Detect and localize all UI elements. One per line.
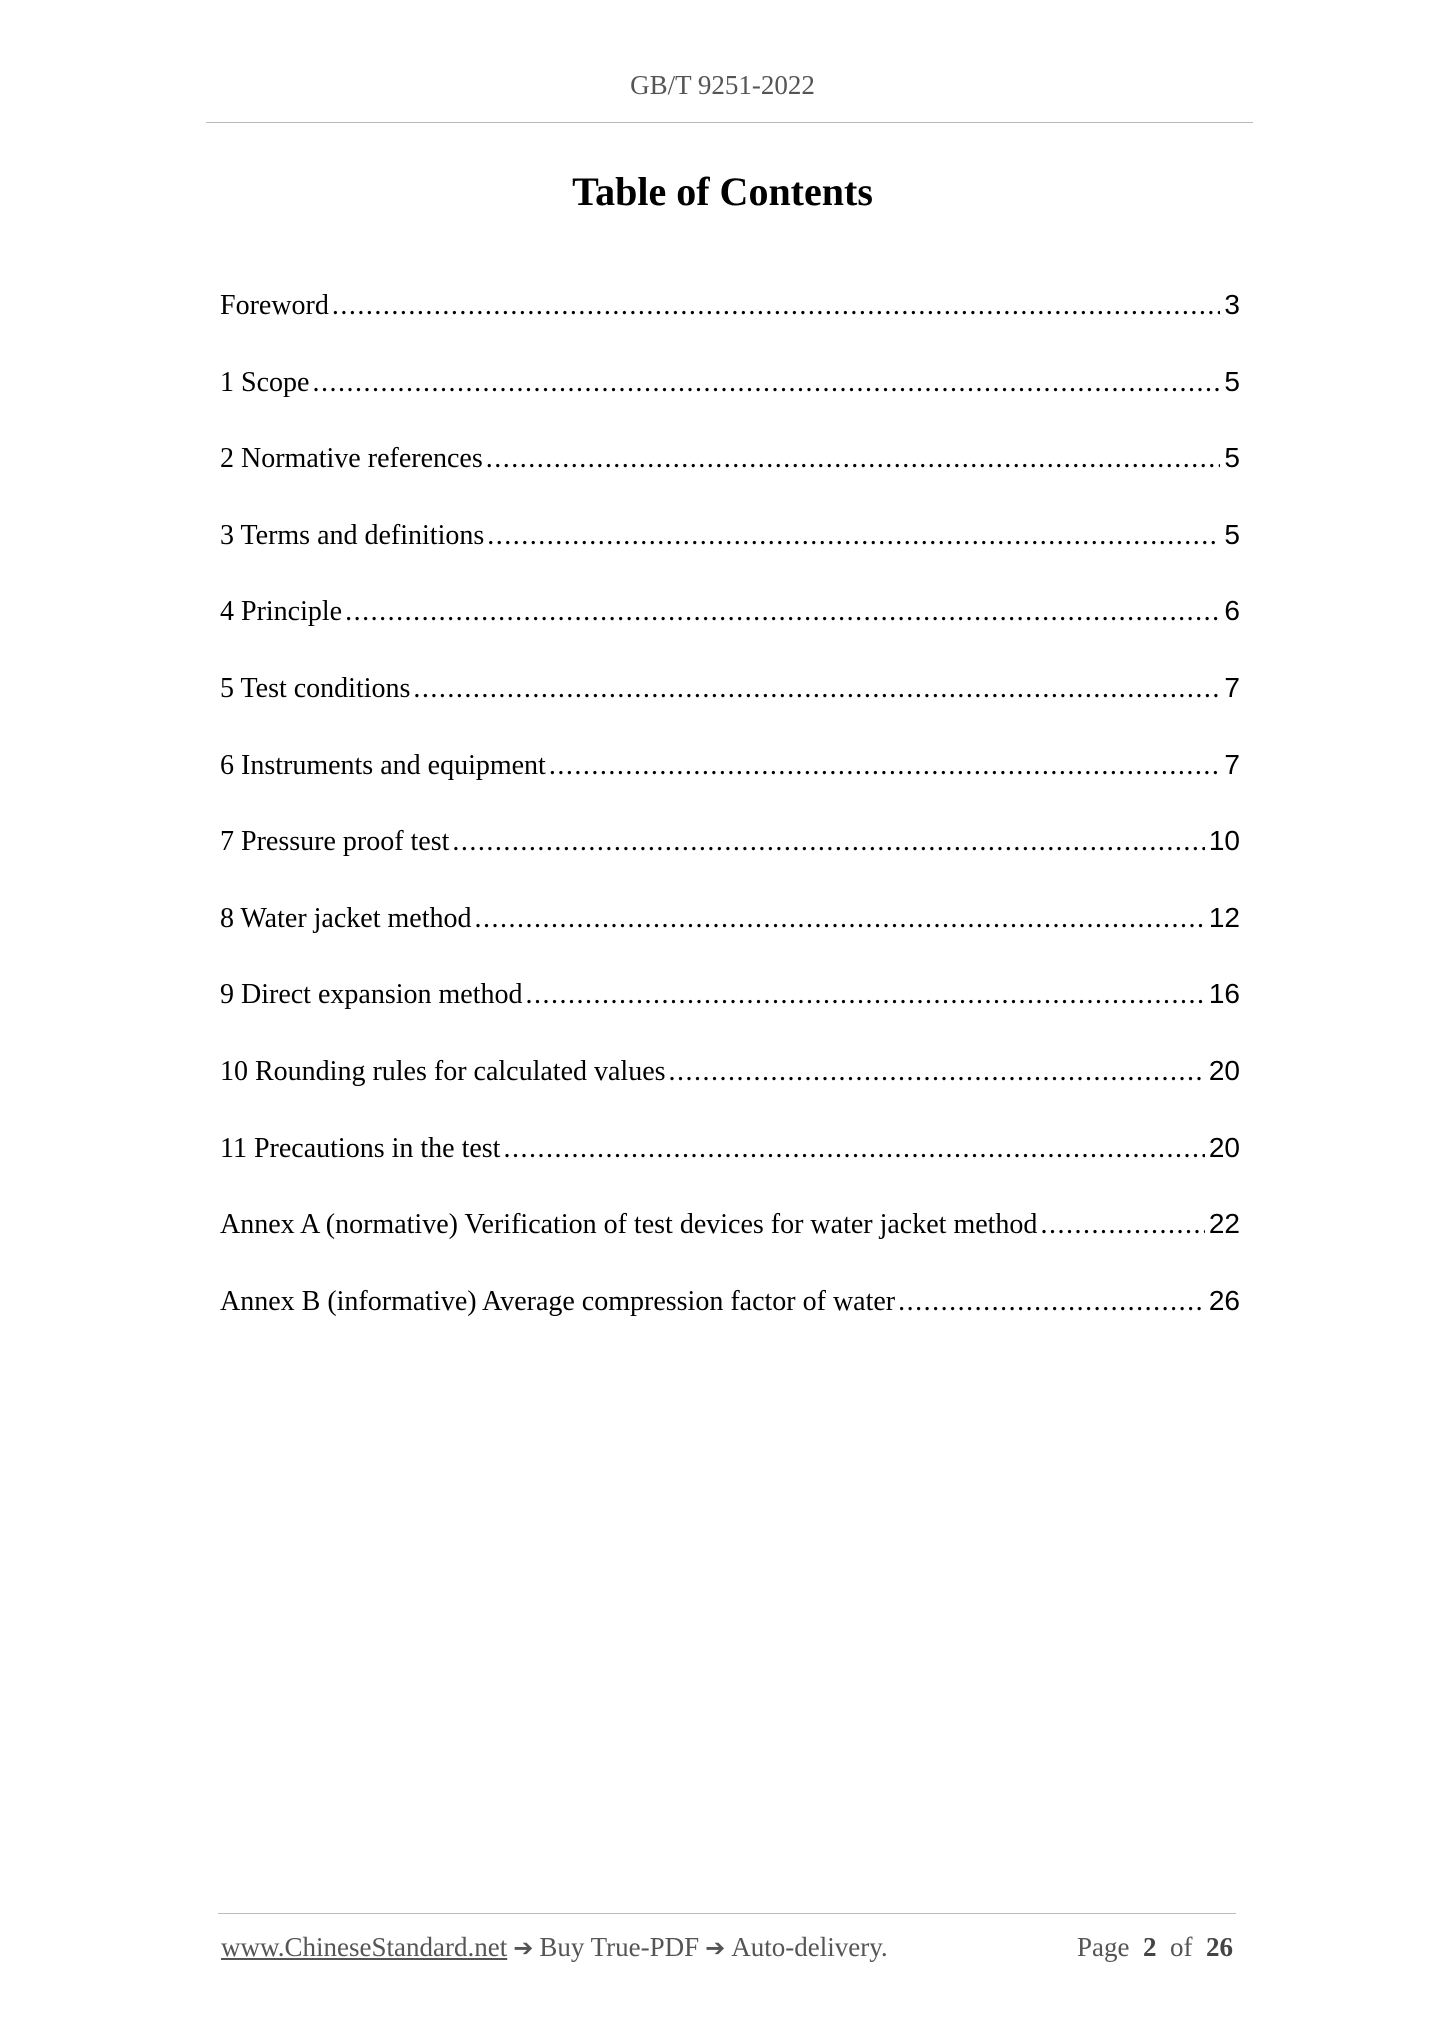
header-divider xyxy=(206,122,1253,123)
toc-entry-normative-references[interactable] xyxy=(220,442,1240,519)
toc-entry-label: 7 Pressure proof test xyxy=(220,826,450,858)
footer-divider xyxy=(218,1913,1236,1914)
toc-entry-label: 11 Precautions in the test xyxy=(220,1132,501,1164)
toc-entry-page: 20 xyxy=(1208,1131,1240,1163)
toc-entry-water-jacket-method[interactable] xyxy=(220,902,1240,979)
toc-dot-leader xyxy=(669,1056,1205,1088)
toc-entry-label: Annex B (informative) Average compression factor of water xyxy=(220,1285,896,1317)
toc-dot-leader xyxy=(486,443,1221,475)
toc-entry-label: 6 Instruments and equipment xyxy=(220,749,546,781)
toc-dot-leader xyxy=(413,673,1220,705)
footer-promo xyxy=(221,1932,888,1963)
toc-dot-leader xyxy=(332,290,1221,322)
toc-entry-page: 6 xyxy=(1224,595,1240,627)
toc-entry-label: 1 Scope xyxy=(220,366,310,398)
toc-entry-terms-and-definitions[interactable] xyxy=(220,519,1240,596)
toc-entry-page: 26 xyxy=(1208,1284,1240,1316)
toc-dot-leader xyxy=(503,1133,1204,1165)
toc-entry-page: 5 xyxy=(1224,442,1240,474)
toc-dot-leader xyxy=(312,367,1220,399)
page-word: Page xyxy=(1077,1932,1130,1962)
toc-dot-leader xyxy=(525,979,1204,1011)
total-pages-number: 26 xyxy=(1206,1932,1233,1962)
table-of-contents xyxy=(220,289,1240,1361)
right-arrow-icon: ➔ xyxy=(705,1934,726,1962)
toc-dot-leader xyxy=(487,520,1220,552)
toc-dot-leader xyxy=(898,1286,1205,1318)
toc-dot-leader xyxy=(345,596,1220,628)
toc-entry-label: 8 Water jacket method xyxy=(220,902,472,934)
toc-entry-page: 12 xyxy=(1208,901,1240,933)
toc-entry-precautions[interactable] xyxy=(220,1132,1240,1209)
toc-entry-annex-b[interactable] xyxy=(220,1285,1240,1362)
toc-entry-label: 10 Rounding rules for calculated values xyxy=(220,1055,666,1087)
right-arrow-icon: ➔ xyxy=(513,1934,534,1962)
toc-entry-label: Foreword xyxy=(220,290,329,321)
document-code: GB/T 9251-2022 xyxy=(630,70,815,100)
toc-entry-rounding-rules[interactable] xyxy=(220,1055,1240,1132)
toc-entry-page: 5 xyxy=(1224,365,1240,397)
toc-entry-test-conditions[interactable] xyxy=(220,672,1240,749)
buy-text: Buy True-PDF xyxy=(539,1932,700,1962)
page-counter xyxy=(1077,1932,1233,1963)
toc-entry-direct-expansion-method[interactable] xyxy=(220,978,1240,1055)
toc-entry-label: 5 Test conditions xyxy=(220,672,411,704)
site-link[interactable]: www.ChineseStandard.net xyxy=(221,1932,508,1962)
toc-entry-page: 7 xyxy=(1224,748,1240,780)
of-word: of xyxy=(1170,1932,1193,1962)
toc-dot-leader xyxy=(1040,1209,1204,1241)
toc-entry-annex-a[interactable] xyxy=(220,1208,1240,1285)
toc-entry-page: 10 xyxy=(1208,825,1240,857)
toc-entry-page: 3 xyxy=(1224,289,1240,320)
page-footer xyxy=(221,1932,1233,1963)
toc-entry-instruments-and-equipment[interactable] xyxy=(220,749,1240,826)
toc-entry-foreword[interactable] xyxy=(220,289,1240,366)
toc-entry-page: 16 xyxy=(1208,978,1240,1010)
toc-dot-leader xyxy=(549,750,1221,782)
page-header xyxy=(0,70,1445,101)
toc-entry-page: 20 xyxy=(1208,1054,1240,1086)
current-page-number: 2 xyxy=(1143,1932,1157,1962)
toc-entry-page: 5 xyxy=(1224,518,1240,550)
toc-entry-pressure-proof-test[interactable] xyxy=(220,825,1240,902)
toc-entry-label: 2 Normative references xyxy=(220,443,483,475)
page-title: Table of Contents xyxy=(572,169,873,214)
toc-entry-label: 3 Terms and definitions xyxy=(220,519,485,551)
toc-dot-leader xyxy=(452,826,1204,858)
toc-entry-label: 9 Direct expansion method xyxy=(220,979,523,1011)
toc-dot-leader xyxy=(474,903,1204,935)
toc-entry-scope[interactable] xyxy=(220,366,1240,443)
toc-entry-page: 7 xyxy=(1224,671,1240,703)
toc-entry-page: 22 xyxy=(1208,1208,1240,1240)
toc-entry-principle[interactable] xyxy=(220,595,1240,672)
toc-entry-label: Annex A (normative) Verification of test devices for water jacket method xyxy=(220,1209,1038,1241)
delivery-text: Auto-delivery. xyxy=(731,1932,888,1962)
toc-entry-label: 4 Principle xyxy=(220,596,343,628)
